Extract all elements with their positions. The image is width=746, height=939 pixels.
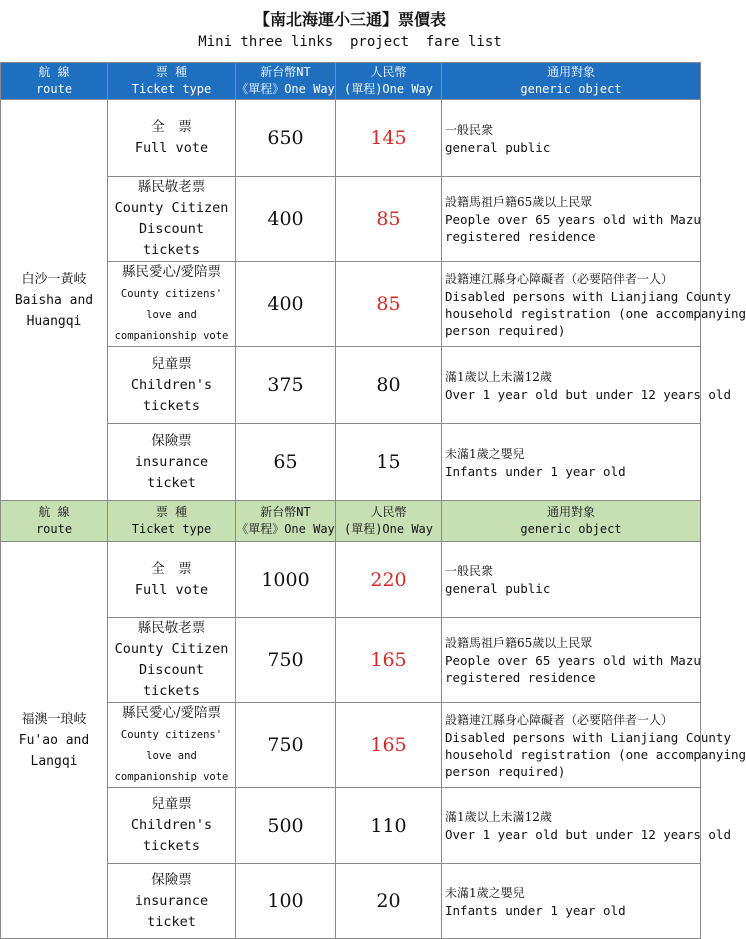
rmb-price: 85 (336, 262, 442, 347)
section-header-baisha (1, 63, 701, 100)
header-ntd: 新台幣NT 《單程》One Way (236, 63, 336, 100)
header-route: 航 線 route (1, 501, 108, 542)
table-row (1, 542, 701, 618)
fare-table (0, 62, 746, 939)
applicable-cell: 滿1歲以上未滿12歲 Over 1 year old but under 12 years old (442, 347, 701, 424)
ntd-price: 100 (236, 864, 336, 939)
rmb-price: 15 (336, 424, 442, 501)
rmb-price: 110 (336, 788, 442, 864)
rmb-price: 20 (336, 864, 442, 939)
applicable-cell: 滿1歲以上未滿12歲 Over 1 year old but under 12 years old (442, 788, 701, 864)
header-ntd: 新台幣NT 《單程》One Way (236, 501, 336, 542)
header-route: 航 線 route (1, 63, 108, 100)
ticket-type-cell: 兒童票 Children's tickets (108, 347, 236, 424)
ntd-price: 400 (236, 262, 336, 347)
title-block (0, 0, 700, 62)
applicable-cell: 設籍連江縣身心障礙者（必要陪伴者一人） Disabled persons with Lianjiang County household registration (one accompanying person required) (442, 262, 701, 347)
ntd-price: 65 (236, 424, 336, 501)
rmb-price: 145 (336, 100, 442, 177)
ticket-type-cell: 縣民敬老票 County Citizen Discount tickets (108, 177, 236, 262)
rmb-price: 85 (336, 177, 442, 262)
header-applicable: 通用對象 generic object (442, 501, 701, 542)
ntd-price: 750 (236, 618, 336, 703)
ticket-type-cell: 縣民愛心/愛陪票 County citizens' love and companionship vote (108, 262, 236, 347)
rmb-price: 220 (336, 542, 442, 618)
ntd-price: 650 (236, 100, 336, 177)
ntd-price: 375 (236, 347, 336, 424)
page-title-en: Mini three links project fare list (198, 34, 502, 50)
ticket-type-cell: 保險票 insurance ticket (108, 864, 236, 939)
applicable-cell: 一般民衆 general public (442, 100, 701, 177)
table-row (1, 100, 701, 177)
page-title-zh: 【南北海運小三通】票價表 (253, 10, 446, 29)
ticket-type-cell: 縣民敬老票 County Citizen Discount tickets (108, 618, 236, 703)
applicable-cell: 設籍連江縣身心障礙者（必要陪伴者一人） Disabled persons with Lianjiang County household registration (one accompanying person required) (442, 703, 701, 788)
header-ticket-type: 票 種 Ticket type (108, 63, 236, 100)
ntd-price: 500 (236, 788, 336, 864)
applicable-cell: 一般民衆 general public (442, 542, 701, 618)
applicable-cell: 設籍馬祖戶籍65歲以上民眾 People over 65 years old with Mazu registered residence (442, 177, 701, 262)
header-applicable: 通用對象 generic object (442, 63, 701, 100)
route-cell: 福澳一琅岐 Fu'ao and Langqi (1, 542, 108, 939)
ticket-type-cell: 縣民愛心/愛陪票 County citizens' love and companionship vote (108, 703, 236, 788)
applicable-cell: 未滿1歲之嬰兒 Infants under 1 year old (442, 864, 701, 939)
header-ticket-type: 票 種 Ticket type (108, 501, 236, 542)
route-cell: 白沙一黃岐 Baisha and Huangqi (1, 100, 108, 501)
ticket-type-cell: 全 票 Full vote (108, 542, 236, 618)
ticket-type-cell: 兒童票 Children's tickets (108, 788, 236, 864)
applicable-cell: 未滿1歲之嬰兒 Infants under 1 year old (442, 424, 701, 501)
rmb-price: 165 (336, 618, 442, 703)
rmb-price: 165 (336, 703, 442, 788)
rmb-price: 80 (336, 347, 442, 424)
ntd-price: 400 (236, 177, 336, 262)
header-rmb: 人民幣 (單程)One Way (336, 501, 442, 542)
ntd-price: 750 (236, 703, 336, 788)
ntd-price: 1000 (236, 542, 336, 618)
ticket-type-cell: 全 票 Full vote (108, 100, 236, 177)
applicable-cell: 設籍馬祖戶籍65歲以上民眾 People over 65 years old with Mazu registered residence (442, 618, 701, 703)
section-header-fuao (1, 501, 701, 542)
header-rmb: 人民幣 (單程)One Way (336, 63, 442, 100)
ticket-type-cell: 保險票 insurance ticket (108, 424, 236, 501)
